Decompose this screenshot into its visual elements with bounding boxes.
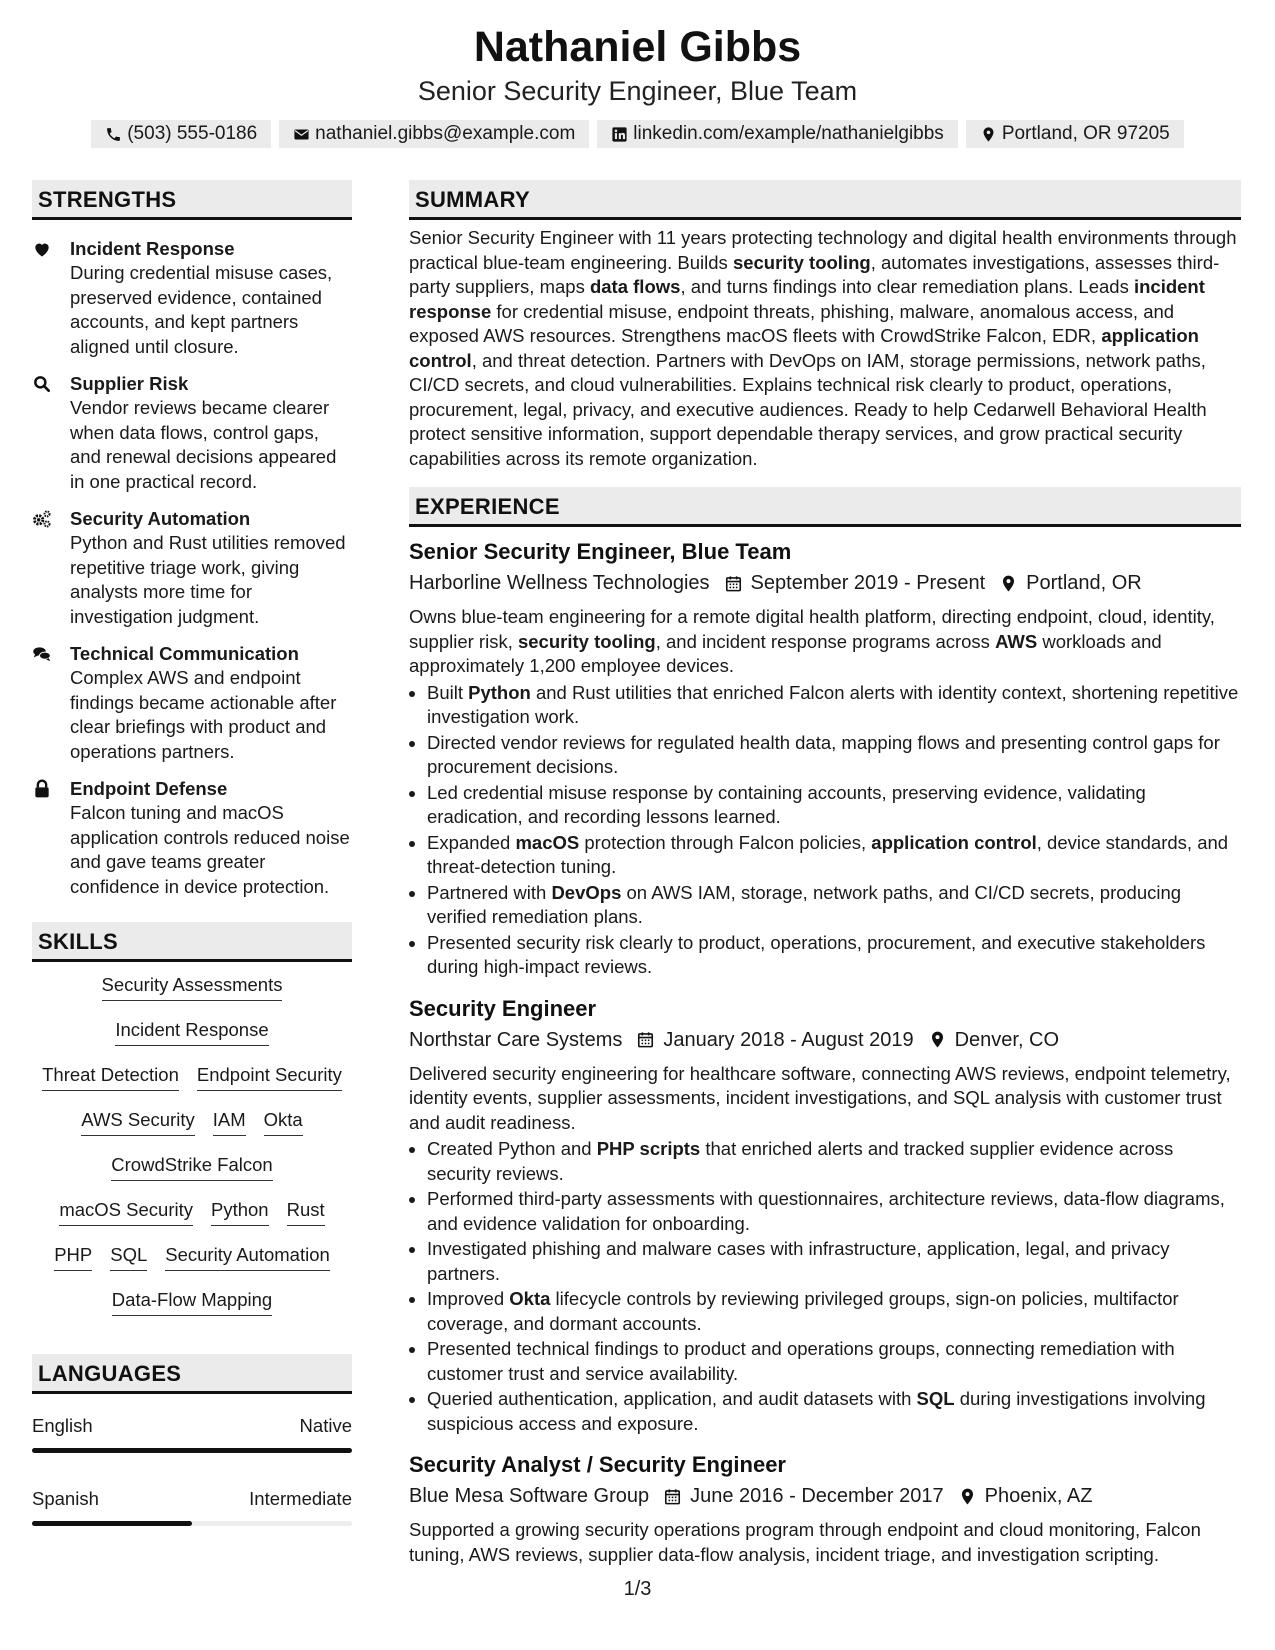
comments-icon [32,642,70,764]
strength-desc: Vendor reviews became clearer when data flows, control gaps, and renewal decisions appeared in one practical record. [70,397,337,492]
skill-tag: Security Automation [165,1242,330,1271]
language-bar-fill [32,1521,192,1526]
heart-icon [32,237,70,359]
skill-tag: SQL [110,1242,147,1271]
skill-tag: Data-Flow Mapping [112,1287,272,1316]
experience-heading: EXPERIENCE [409,487,1241,527]
skill-tag: IAM [213,1107,246,1136]
page-number: 1/3 [623,1578,652,1600]
job-bullet: • Improved Okta lifecycle controls by reviewing privileged groups, sign-on policies, multifactor coverage, and dormant accounts. [427,1287,1241,1336]
strength-desc: During credential misuse cases, preserved evidence, contained accounts, and kept partners aligned until closure. [70,262,333,357]
lock-icon [32,777,70,899]
gears-icon [32,507,70,629]
job-description: Owns blue-team engineering for a remote digital health platform, directing endpoint, cloud, identity, supplier risk, security tooling, and incident response programs across AWS workloads and approximately 1,200 employee devices. [409,606,1215,676]
map-pin-icon [914,1030,955,1049]
job-bullet: • Partnered with DevOps on AWS IAM, storage, network paths, and CI/CD secrets, producing verified remediation plans. [427,881,1241,930]
left-column [32,180,352,1526]
language-name: English [32,1415,93,1436]
job-dates: September 2019 - Present [750,572,986,594]
job-bullet: • Expanded macOS protection through Falcon policies, application control, device standards, and threat-detection tuning. [427,831,1241,880]
skill-tag: Rust [287,1197,325,1226]
contact-location-text: Portland, OR 97205 [1001,123,1170,144]
summary-heading: SUMMARY [409,180,1241,220]
skill-tag: Python [211,1197,269,1226]
skill-tag: macOS Security [59,1197,193,1226]
skill-tag: Security Assessments [102,972,283,1001]
strength-title: Security Automation [70,508,251,529]
strength-title: Technical Communication [70,643,299,664]
strength-item [32,777,352,899]
contact-email[interactable] [279,120,589,148]
skill-tag: AWS Security [81,1107,194,1136]
summary-text: Senior Security Engineer with 11 years protecting technology and digital health environments through practical blue-team engineering. Builds security tooling, automates investigations, assesses third-party suppliers, maps data flows, and turns findings into clear remediation plans. Leads incident response for credential misuse, endpoint threats, phishing, malware, anomalous access, and exposed AWS resources. Strengthens macOS fleets with CrowdStrike Falcon, EDR, application control, and threat detection. Partners with DevOps on IAM, storage permissions, network paths, CI/CD secrets, and cloud vulnerabilities. Explains technical risk clearly to product, operations, procurement, legal, privacy, and executive audiences. Ready to help Cedarwell Behavioral Health protect sensitive information, support dependable therapy services, and grow practical security capabilities across its remote organization. [409,227,1237,469]
job-description: Delivered security engineering for healthcare software, connecting AWS reviews, endpoint telemetry, identity events, supplier assessments, incident investigations, and SQL analysis with customer trust and audit readiness. [409,1062,1231,1133]
language-name: Spanish [32,1488,99,1509]
job-entry [409,1450,1241,1567]
candidate-name: Nathaniel Gibbs [473,23,802,71]
job-meta [409,1026,1241,1054]
job-bullets [409,681,1241,980]
job-bullets [409,1137,1241,1436]
job-location: Denver, CO [954,1028,1060,1051]
candidate-title: Senior Security Engineer, Blue Team [417,76,858,106]
company-name: Blue Mesa Software Group [409,1485,650,1507]
phone-icon [105,126,122,143]
strength-item [32,642,352,764]
strength-desc: Complex AWS and endpoint findings became actionable after clear briefings with product and operations partners. [70,667,337,762]
skill-tag: CrowdStrike Falcon [111,1152,272,1181]
calendar-icon [622,1030,663,1049]
job-bullet: • Investigated phishing and malware cases with infrastructure, application, legal, and privacy partners. [427,1237,1241,1286]
strength-item [32,237,352,359]
experience-list [409,537,1241,1567]
resume-header [0,20,1275,148]
contact-location [966,120,1184,148]
linkedin-icon [611,126,628,143]
skill-tag: PHP [54,1242,92,1271]
language-item [32,1414,352,1453]
language-level: Native [299,1415,352,1436]
job-title: Security Engineer [409,995,597,1021]
calendar-icon [649,1487,690,1506]
job-bullet: • Led credential misuse response by containing accounts, preserving evidence, validating eradication, and recording lessons learned. [427,781,1241,830]
job-dates: June 2016 - December 2017 [690,1485,944,1507]
language-bar-fill [32,1448,352,1453]
envelope-icon [293,126,310,143]
contact-linkedin-text: linkedin.com/example/nathanielgibbs [633,123,944,144]
job-bullet: • Built Python and Rust utilities that enriched Falcon alerts with identity context, shortening repetitive investigation work. [427,681,1241,730]
strength-desc: Python and Rust utilities removed repetitive triage work, giving analysts more time for investigation judgment. [70,532,346,627]
strength-desc: Falcon tuning and macOS application controls reduced noise and gave teams greater confidence in device protection. [70,802,350,897]
job-entry [409,537,1241,980]
strength-title: Endpoint Defense [70,778,228,799]
language-bar [32,1521,352,1526]
strengths-heading: STRENGTHS [32,180,352,220]
job-meta [409,569,1241,597]
contact-phone[interactable] [91,120,271,148]
skill-tag: Incident Response [115,1017,268,1046]
strength-item [32,372,352,494]
map-pin-icon [985,574,1026,593]
job-title: Security Analyst / Security Engineer [409,1452,786,1477]
languages-heading: LANGUAGES [32,1354,352,1394]
job-bullet: • Directed vendor reviews for regulated health data, mapping flows and presenting control gaps for procurement decisions. [427,731,1241,780]
job-title: Senior Security Engineer, Blue Team [409,539,792,564]
job-location: Phoenix, AZ [984,1485,1093,1507]
job-description: Supported a growing security operations program through endpoint and cloud monitoring, Falcon tuning, AWS reviews, supplier data-flow analysis, incident triage, and investigation scripting. [409,1519,1201,1565]
map-pin-icon [980,126,997,143]
job-meta [409,1482,1241,1510]
skills-heading: SKILLS [32,922,352,962]
right-column [409,180,1241,1567]
contact-bar [0,120,1275,148]
job-bullet: • Queried authentication, application, and audit datasets with SQL during investigations involving suspicious access and exposure. [427,1387,1241,1436]
skill-tag: Threat Detection [42,1062,179,1091]
strength-item [32,507,352,629]
job-bullet: • Performed third-party assessments with questionnaires, architecture reviews, data-flow diagrams, and evidence validation for onboarding. [427,1187,1241,1236]
skill-tag: Okta [264,1107,303,1136]
strength-title: Supplier Risk [70,373,189,394]
job-location: Portland, OR [1026,572,1142,594]
skill-tag: Endpoint Security [197,1062,342,1091]
job-bullet: • Created Python and PHP scripts that enriched alerts and tracked supplier evidence across security reviews. [427,1137,1241,1186]
strength-title: Incident Response [70,238,235,259]
language-bar [32,1448,352,1453]
job-entry [409,994,1241,1437]
company-name: Harborline Wellness Technologies [409,572,710,594]
contact-email-text: nathaniel.gibbs@example.com [315,123,576,144]
calendar-icon [710,574,751,593]
job-bullet: • Presented security risk clearly to product, operations, procurement, and executive stakeholders during high-impact reviews. [427,931,1241,980]
company-name: Northstar Care Systems [409,1028,623,1051]
language-level: Intermediate [249,1488,352,1509]
job-dates: January 2018 - August 2019 [663,1028,914,1051]
skills-list [32,962,352,1332]
contact-linkedin[interactable] [597,120,958,148]
job-bullet: • Presented technical findings to product and operations groups, connecting remediation with customer trust and service availability. [427,1337,1241,1386]
map-pin-icon [944,1487,985,1506]
contact-phone-text: (503) 555-0186 [127,123,258,144]
language-item [32,1487,352,1526]
search-icon [32,372,70,494]
